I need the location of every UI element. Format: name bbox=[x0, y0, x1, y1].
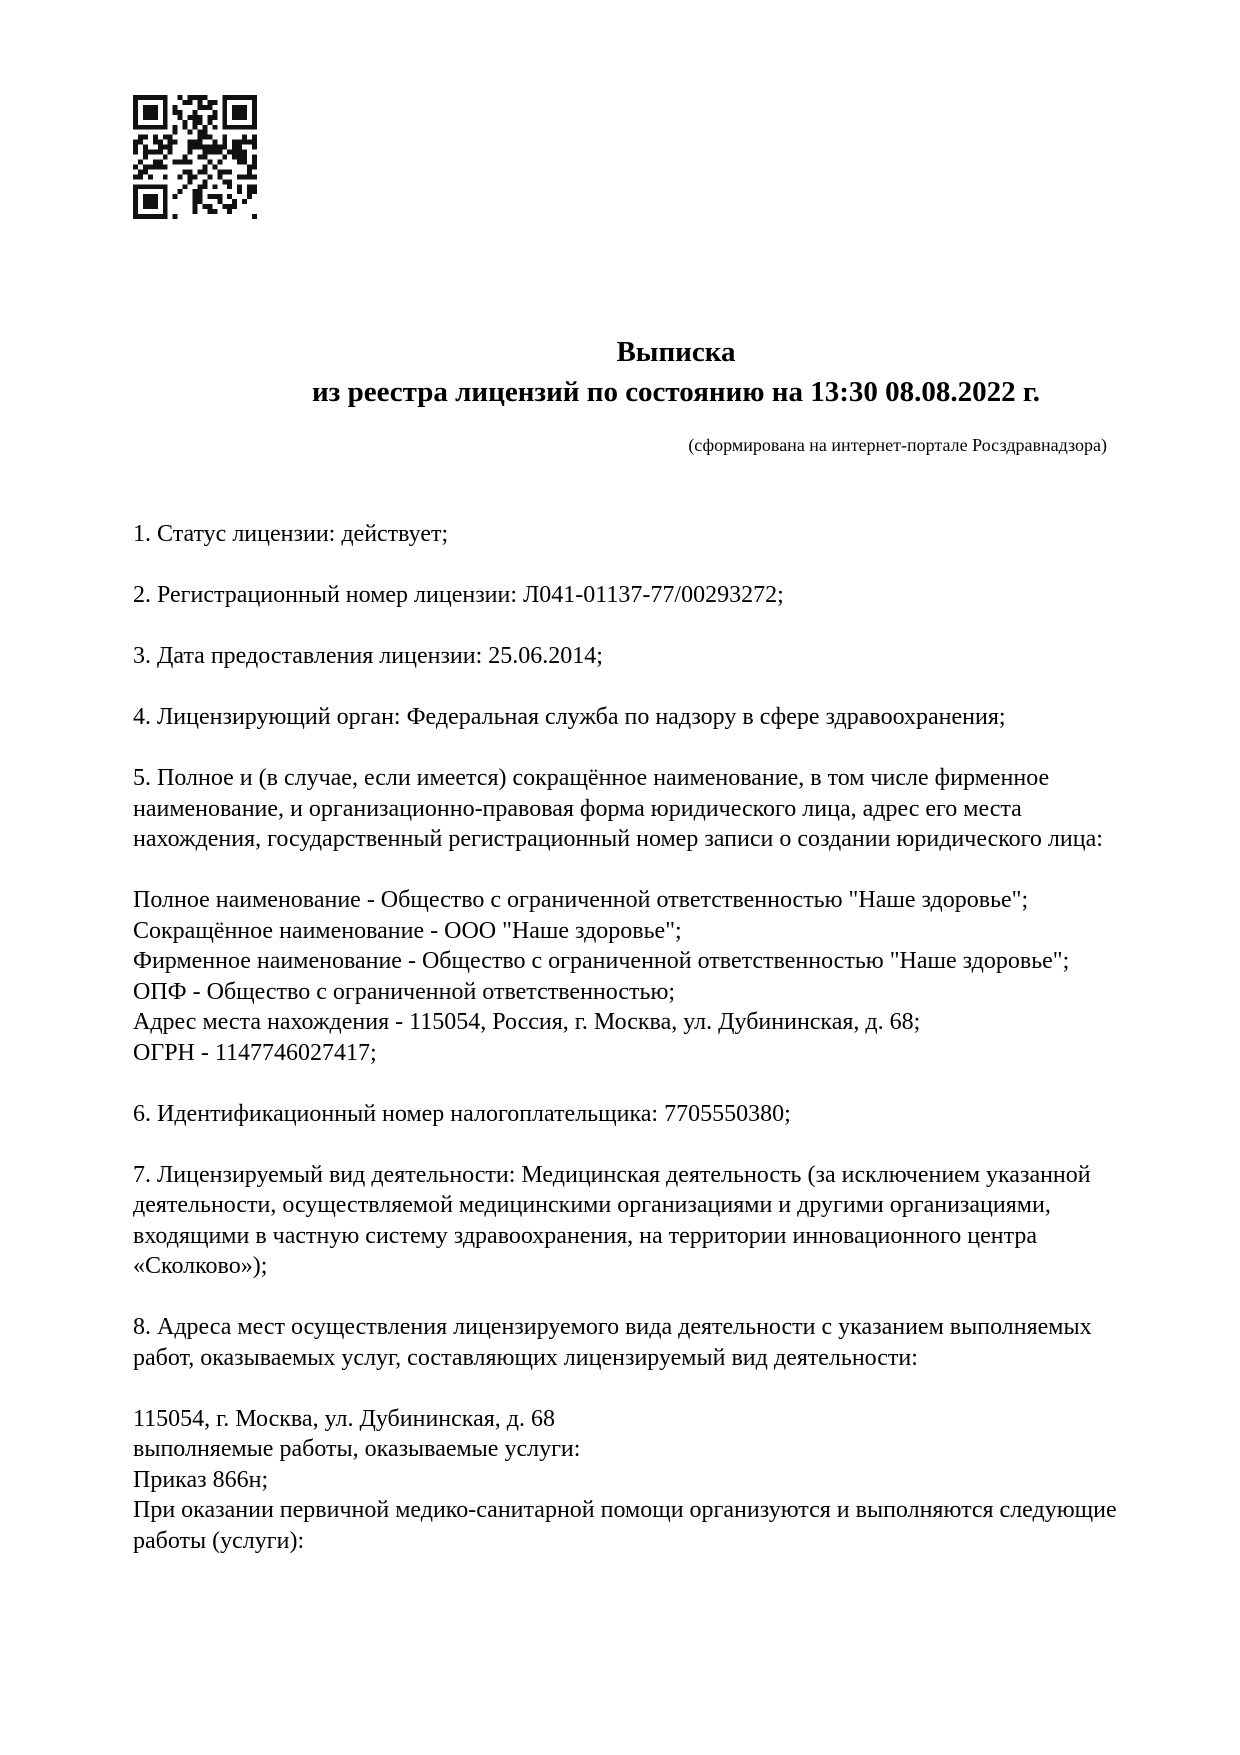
paragraph-line: деятельности, осуществляемой медицинскими организациями и другими организациями, bbox=[133, 1192, 1051, 1218]
paragraph bbox=[133, 1160, 1153, 1282]
paragraph-line: 8. Адреса мест осуществления лицензируемого вида деятельности с указанием выполняемых bbox=[133, 1314, 1092, 1340]
paragraph-line: 6. Идентификационный номер налогоплательщика: 7705550380; bbox=[133, 1100, 791, 1127]
paragraph-line: Полное наименование - Общество с ограниченной ответственностью "Наше здоровье"; bbox=[133, 887, 1029, 913]
paragraph-line: входящими в частную систему здравоохранения, на территории инновационного центра bbox=[133, 1222, 1038, 1249]
paragraph-line: Фирменное наименование - Общество с ограниченной ответственностью "Наше здоровье"; bbox=[133, 948, 1070, 974]
paragraph bbox=[133, 1312, 1153, 1373]
paragraph-line: 3. Дата предоставления лицензии: 25.06.2014; bbox=[133, 643, 603, 669]
paragraph-line: 115054, г. Москва, ул. Дубининская, д. 68 bbox=[133, 1405, 555, 1432]
qr-code-icon bbox=[133, 95, 257, 219]
paragraph bbox=[133, 702, 1153, 733]
paragraph-line: Адрес места нахождения - 115054, Россия, г. Москва, ул. Дубининская, д. 68; bbox=[133, 1009, 921, 1035]
paragraph-line: выполняемые работы, оказываемые услуги: bbox=[133, 1436, 581, 1462]
paragraph-line: ОПФ - Общество с ограниченной ответственностью; bbox=[133, 978, 676, 1005]
document-body bbox=[133, 519, 1153, 1556]
paragraph bbox=[133, 1099, 1153, 1130]
title-line-2: из реестра лицензий по состоянию на 13:30 08.08.2022 г. bbox=[311, 376, 1041, 408]
paragraph-line: При оказании первичной медико-санитарной помощи организуются и выполняются следующие bbox=[133, 1497, 1117, 1523]
paragraph-line: нахождения, государственный регистрационный номер записи о создании юридического лица: bbox=[133, 826, 1103, 852]
paragraph bbox=[133, 519, 1153, 550]
paragraph bbox=[133, 763, 1153, 855]
paragraph-line: 1. Статус лицензии: действует; bbox=[133, 521, 449, 547]
paragraph-line: ОГРН - 1147746027417; bbox=[133, 1039, 377, 1066]
paragraph bbox=[133, 1404, 1153, 1557]
paragraph-line: 5. Полное и (в случае, если имеется) сокращённое наименование, в том числе фирменное bbox=[133, 765, 1050, 791]
paragraph bbox=[133, 580, 1153, 611]
paragraph-line: Приказ 866н; bbox=[133, 1466, 269, 1493]
paragraph-line: наименование, и организационно-правовая форма юридического лица, адрес его места bbox=[133, 795, 1022, 822]
paragraph-line: «Сколково»); bbox=[133, 1253, 268, 1279]
paragraph-line: 7. Лицензируемый вид деятельности: Медицинская деятельность (за исключением указанной bbox=[133, 1161, 1091, 1188]
paragraph-line: 4. Лицензирующий орган: Федеральная служба по надзору в сфере здравоохранения; bbox=[133, 704, 1006, 730]
document-title bbox=[133, 332, 1219, 412]
document-subtitle: (сформирована на интернет-портале Росздравнадзора) bbox=[688, 435, 1107, 455]
paragraph-line: работ, оказываемых услуг, составляющих лицензируемый вид деятельности: bbox=[133, 1344, 918, 1371]
paragraph-line: работы (услуги): bbox=[133, 1527, 305, 1554]
paragraph bbox=[133, 641, 1153, 672]
paragraph bbox=[133, 885, 1153, 1068]
subtitle-row bbox=[133, 433, 1107, 457]
paragraph-line: 2. Регистрационный номер лицензии: Л041-01137-77/00293272; bbox=[133, 582, 784, 608]
paragraph-line: Сокращённое наименование - ООО "Наше здоровье"; bbox=[133, 917, 682, 944]
title-line-1: Выписка bbox=[616, 336, 736, 368]
